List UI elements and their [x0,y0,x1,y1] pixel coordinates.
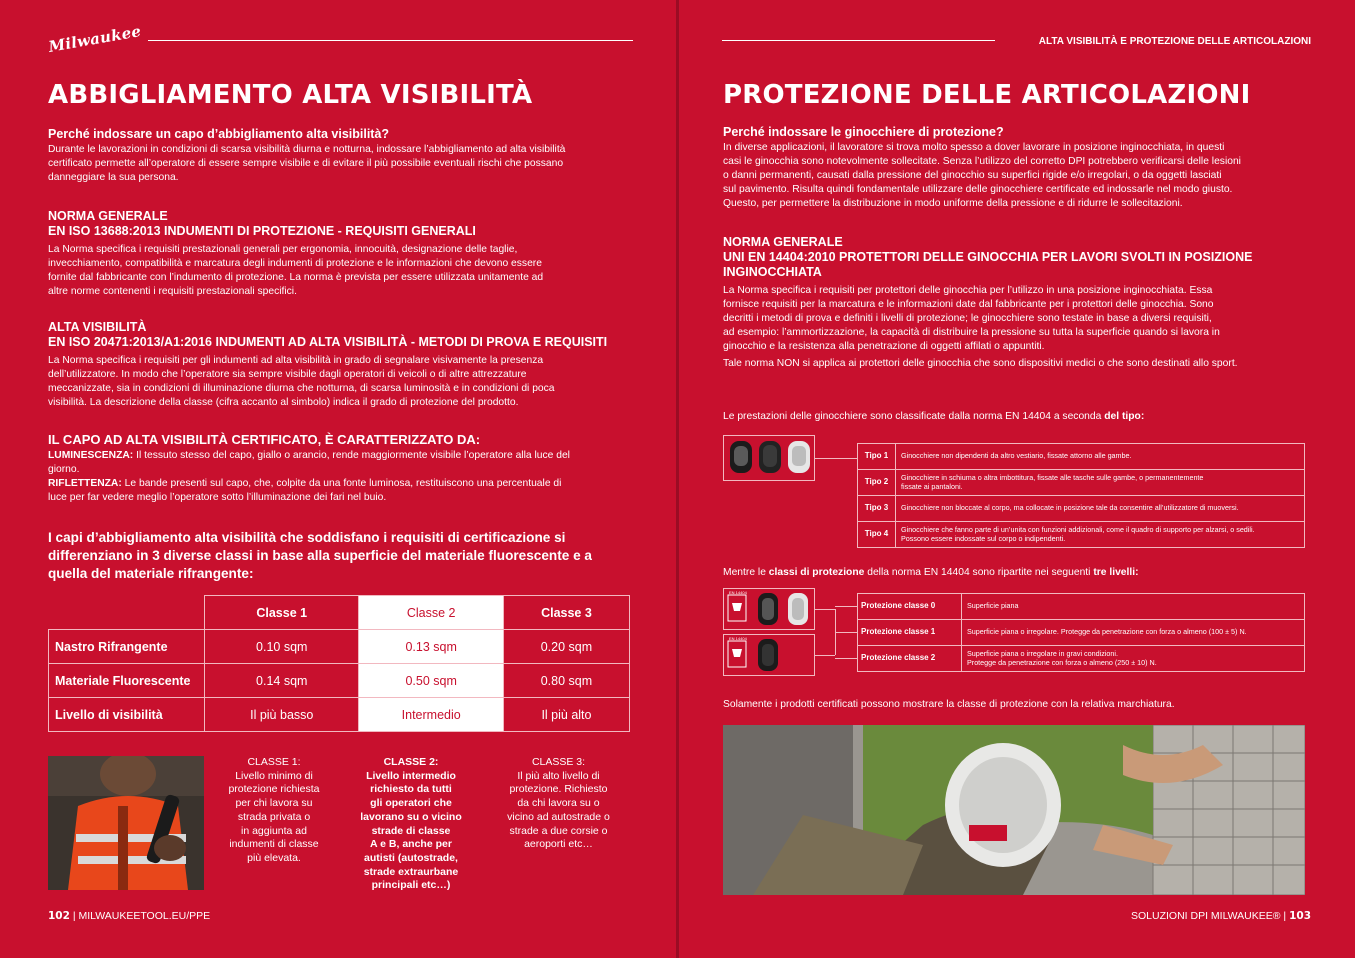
section-heading [48,209,476,239]
text-span: Le bande presenti sul capo, che, colpite da una fonte luminosa, restituiscono una percentuale di [121,478,562,489]
type-label: Tipo 1 [858,444,896,470]
footer-text: | MILWAUKEETOOL.EU/PPE [69,910,211,922]
text-line: quella del materiale rifrangente: [48,566,254,581]
table-cell: 0.50 sqm [359,664,503,698]
worker-illustration [48,756,204,890]
classes-intro [48,529,638,583]
section-paragraph [723,284,1313,354]
text-line: Ginocchiere che fanno parte di un’unita con funzioni addizionali, come il quadro di supporto per alzarsi, o sedili. [901,525,1255,534]
table-cell: Il più basso [205,698,359,732]
text-line: La Norma specifica i requisiti per protettori delle ginocchia per l’utilizzo in una posizione inginocchiata. Essa [723,285,1213,296]
text-line: richiesto da tutti [370,783,452,796]
text-line: In diverse applicazioni, il lavoratore si trova molto spesso a dover lavorare in posizione inginocchiata, in questi [723,142,1225,153]
label-luminescenza: LUMINESCENZA: [48,450,134,461]
text-line: visibilità. La descrizione della classe (cifra accanto al simbolo) indica il grado di protezione del prodotto. [48,397,519,408]
text-line: principali etc…) [371,879,451,892]
heading-line: EN ISO 20471:2013/A1:2016 INDUMENTI AD ALTA VISIBILITÀ - METODI DI PROVA E REQUISITI [48,335,608,349]
table-header: Classe 2 [359,596,503,630]
text-line: strada privata o [237,810,311,823]
type-label: Tipo 3 [858,496,896,522]
section-paragraph [48,243,638,299]
class-label: Protezione classe 0 [858,594,962,620]
table-row [858,470,1305,496]
section-heading: IL CAPO AD ALTA VISIBILITÀ CERTIFICATO, È CARATTERIZZATO DA: [48,432,481,447]
question-heading: Perché indossare un capo d’abbigliamento alta visibilità? [48,127,390,141]
running-header: ALTA VISIBILITÀ E PROTEZIONE DELLE ARTICOLAZIONI [1038,36,1311,47]
class1-kneepads-image [723,588,815,630]
text-line: Superficie piana o irregolare in gravi condizioni. [967,649,1119,658]
section-heading [723,235,1253,280]
table-row [858,620,1305,646]
table-header: Classe 1 [205,596,359,630]
class2-description [356,756,466,893]
text-span: Le prestazioni delle ginocchiere sono classificate dalla norma EN 14404 a seconda [723,411,1105,422]
text-line: giorno. [48,464,80,475]
table-row [49,630,630,664]
text-line: CLASSE 2: [383,756,439,768]
text-line: danneggiare la sua persona. [48,172,179,183]
type-label: Tipo 2 [858,470,896,496]
kneepad-icons [724,635,814,675]
text-line: Superficie piana [967,601,1019,611]
types-intro [723,410,1144,424]
text-line: La Norma specifica i requisiti prestazionali generali per ergonomia, innocuità, designazione delle taglie, [48,244,518,255]
connector-line [835,658,857,659]
table-cell: 0.13 sqm [359,630,503,664]
connector-line [815,609,835,610]
connector-line [835,632,857,633]
text-line: Protegge da penetrazione con forza o almeno (250 ± 10) N. [967,657,1157,667]
kneeling-worker-photo [723,725,1305,895]
text-line: invecchiamento, compatibilità e marcatura degli indumenti di protezione e le informazioni che devono essere [48,258,542,269]
row-label: Materiale Fluorescente [49,664,205,698]
type-label: Tipo 4 [858,522,896,548]
page-footer [48,910,210,922]
badge-text: EN 14404 [729,636,747,641]
section-note: Tale norma NON si applica ai protettori delle ginocchia che sono dispositivi medici o che sono destinati allo sport. [723,358,1238,369]
page-footer [1131,910,1311,922]
kneepad-icons [724,589,814,629]
class-label: Protezione classe 2 [858,646,962,672]
levels-intro [723,566,1139,580]
text-line: La Norma specifica i requisiti per gli indumenti ad alta visibilità in grado di segnalare visivamente la presenza [48,355,544,366]
type-desc [896,444,1305,470]
heading-line: NORMA GENERALE [48,209,168,223]
section-heading [48,320,607,350]
text-line: Ginocchiere in schiuma o altra imbottitura, fissate alle tasche sulle gambe, o permanentemente [901,473,1204,482]
text-line: Il più alto livello di [517,769,600,782]
text-line: Livello intermedio [366,769,456,782]
heading-line: ALTA VISIBILITÀ [48,320,147,334]
text-line: Durante le lavorazioni in condizioni di scarsa visibilità diurna e notturna, indossare l’abbigliamento ad alta visibilità [48,144,566,155]
text-line: Ginocchiere non bloccate al corpo, ma collocate in posizione tale da consentire all’utilizzatore di muoversi. [901,503,1239,513]
type-desc [896,496,1305,522]
table-cell: Il più alto [503,698,629,732]
text-line: Questo, per permettere la distribuzione in modo uniforme della pressione e di ridurre le sollecitazioni. [723,198,1183,209]
header-rule [722,40,995,41]
table-cell: 0.80 sqm [503,664,629,698]
table-row [858,444,1305,470]
text-line: strade a due corsie o [509,824,608,837]
text-line: autisti (autostrade, [364,851,458,864]
text-line: fornisce requisiti per la marcatura e le informazioni date dal fabbricante per i protettori delle ginocchia. Sono [723,299,1214,310]
text-line: protezione richiesta [228,783,320,796]
text-span: della norma EN 14404 sono ripartite nei seguenti [864,567,1094,578]
table-row [49,664,630,698]
text-line: casi le ginocchia sono notevolmente sollecitate. Senza l’utilizzo del corretto DPI potrebbero verificarsi delle lesioni [723,156,1241,167]
text-span: Mentre le [723,567,769,578]
features-paragraph [48,449,638,505]
table-corner [49,596,205,630]
text-line: Possono essere indossate sul corpo o indipendenti. [901,533,1066,543]
text-line: strade extraurbane [363,865,459,878]
protection-classes-table [857,593,1305,672]
text-line: certificato permette all’operatore di essere sempre visibile e di evitare il più possibile eventuali rischi che possano [48,158,564,169]
text-line: altre norme contenenti i requisiti prestazionali specifici. [48,286,297,297]
kneepad-icons [724,436,814,480]
text-line: vicino ad autostrade o [507,810,610,823]
type-desc [896,470,1305,496]
text-line: aeroporti etc… [524,838,593,851]
text-line: dell’utilizzatore. In modo che l’operatore sia sempre visibile dagli operatori di veicoli o di altre attrezzature [48,369,527,380]
table-row [858,496,1305,522]
section-paragraph [48,354,638,410]
text-line: strade di classe [371,824,451,837]
text-line: in aggiunta ad [241,824,307,837]
text-bold: classi di protezione [768,567,865,578]
text-line: o danni permanenti, causati dalla pressione del ginocchio su superfici rigide e/o irregolari, o da oggetti lasciati [723,170,1222,181]
worker-hivis-photo [48,756,204,890]
page-title: PROTEZIONE DELLE ARTICOLAZIONI [723,80,1251,110]
right-page [679,0,1355,958]
table-cell: 0.14 sqm [205,664,359,698]
text-line: luce per far vedere meglio l’operatore sotto l’illuminazione dei fari nel buio. [48,492,387,503]
text-line: sul pavimento. Risulta quindi fondamentale utilizzare delle ginocchiere certificate ed indossarle nel modo giusto. [723,184,1233,195]
classes-table [48,595,630,732]
text-line: lavorano su o vicino [360,810,462,823]
heading-line: NORMA GENERALE [723,235,843,249]
text-line: da chi lavora su o [517,797,600,810]
kneeling-worker-illustration [723,725,1305,895]
text-line: differenziano in 3 diverse classi in base alla superficie del materiale fluorescente e a [48,548,592,563]
text-line: Superficie piana o irregolare. Protegge da penetrazione con forza o almeno (100 ± 5) N. [967,627,1247,637]
row-label: Livello di visibilità [49,698,205,732]
types-table [857,443,1305,548]
text-bold: tre livelli: [1093,567,1139,578]
table-cell: 0.20 sqm [503,630,629,664]
text-line: ginocchio e la resistenza alla penetrazione di oggetti affilati o appuntiti. [723,341,1045,352]
text-line: gli operatori che [370,797,452,810]
table-row [858,522,1305,548]
table-header-row [49,596,630,630]
text-line: A e B, anche per [370,838,452,851]
class-desc [962,620,1305,646]
text-line: Ginocchiere non dipendenti da altro vestiario, fissate attorno alle gambe. [901,451,1132,461]
text-line: CLASSE 1: [247,756,301,768]
connector-line [815,655,835,656]
text-line: fornite dal fabbricante con l’indumento di protezione. La norma è prevista per essere utilizzata unitamente ad [48,272,544,283]
table-cell: Intermedio [359,698,503,732]
footer-text: SOLUZIONI DPI MILWAUKEE® | [1131,910,1290,922]
text-line: ad esempio: l’ammortizzazione, la capacità di distribuire la pressione su tutta la superficie quando si lavora in [723,327,1220,338]
text-line: indumenti di classe [229,838,319,851]
type-desc [896,522,1305,548]
heading-line: EN ISO 13688:2013 INDUMENTI DI PROTEZIONE - REQUISITI GENERALI [48,224,476,238]
text-line: decritti i metodi di prova e definiti i livelli di protezione; le ginocchiere sono testate in base a diversi requisiti, [723,313,1212,324]
text-line: per chi lavora su [235,797,313,810]
class-desc [962,646,1305,672]
page-number: 102 [48,910,70,922]
table-row [858,646,1305,672]
class-label: Protezione classe 1 [858,620,962,646]
heading-line: INGINOCCHIATA [723,265,822,279]
left-page [0,0,676,958]
page-number: 103 [1289,910,1311,922]
class-desc [962,594,1305,620]
certification-note: Solamente i prodotti certificati possono mostrare la classe di protezione con la relativa marchiatura. [723,699,1175,710]
connector-line [815,458,857,459]
text-line: più elevata. [247,851,301,864]
page-title: ABBIGLIAMENTO ALTA VISIBILITÀ [48,80,533,110]
question-heading: Perché indossare le ginocchiere di protezione? [723,125,1004,139]
text-line: meccanizzate, sia in condizioni di illuminazione diurna che notturna, di scarsa luminosità e in condizioni di poca [48,383,555,394]
header-rule [148,40,633,41]
milwaukee-logo: Milwaukee [47,21,143,57]
class1-description [224,756,324,866]
kneepads-image [723,435,815,481]
label-riflettenza: RIFLETTENZA: [48,478,122,489]
text-line: CLASSE 3: [531,756,586,768]
table-row [49,698,630,732]
badge-text: EN 14404 [729,590,747,595]
table-row [858,594,1305,620]
text-line: fissate ai pantaloni. [901,481,963,491]
connector-line [835,606,857,607]
class2-kneepads-image [723,634,815,676]
table-cell: 0.10 sqm [205,630,359,664]
heading-line: UNI EN 14404:2010 PROTETTORI DELLE GINOCCHIA PER LAVORI SVOLTI IN POSIZIONE [723,250,1253,264]
intro-paragraph [723,141,1313,211]
text-line: Livello minimo di [235,769,313,782]
intro-paragraph [48,143,638,185]
class3-description [496,756,621,852]
table-header: Classe 3 [503,596,629,630]
text-span: Il tessuto stesso del capo, giallo o arancio, rende maggiormente visibile l’operatore alla luce del [133,450,570,461]
text-line: protezione. Richiesto [509,783,608,796]
text-line: I capi d’abbigliamento alta visibilità che soddisfano i requisiti di certificazione si [48,530,566,545]
row-label: Nastro Rifrangente [49,630,205,664]
text-bold: del tipo: [1104,411,1145,422]
